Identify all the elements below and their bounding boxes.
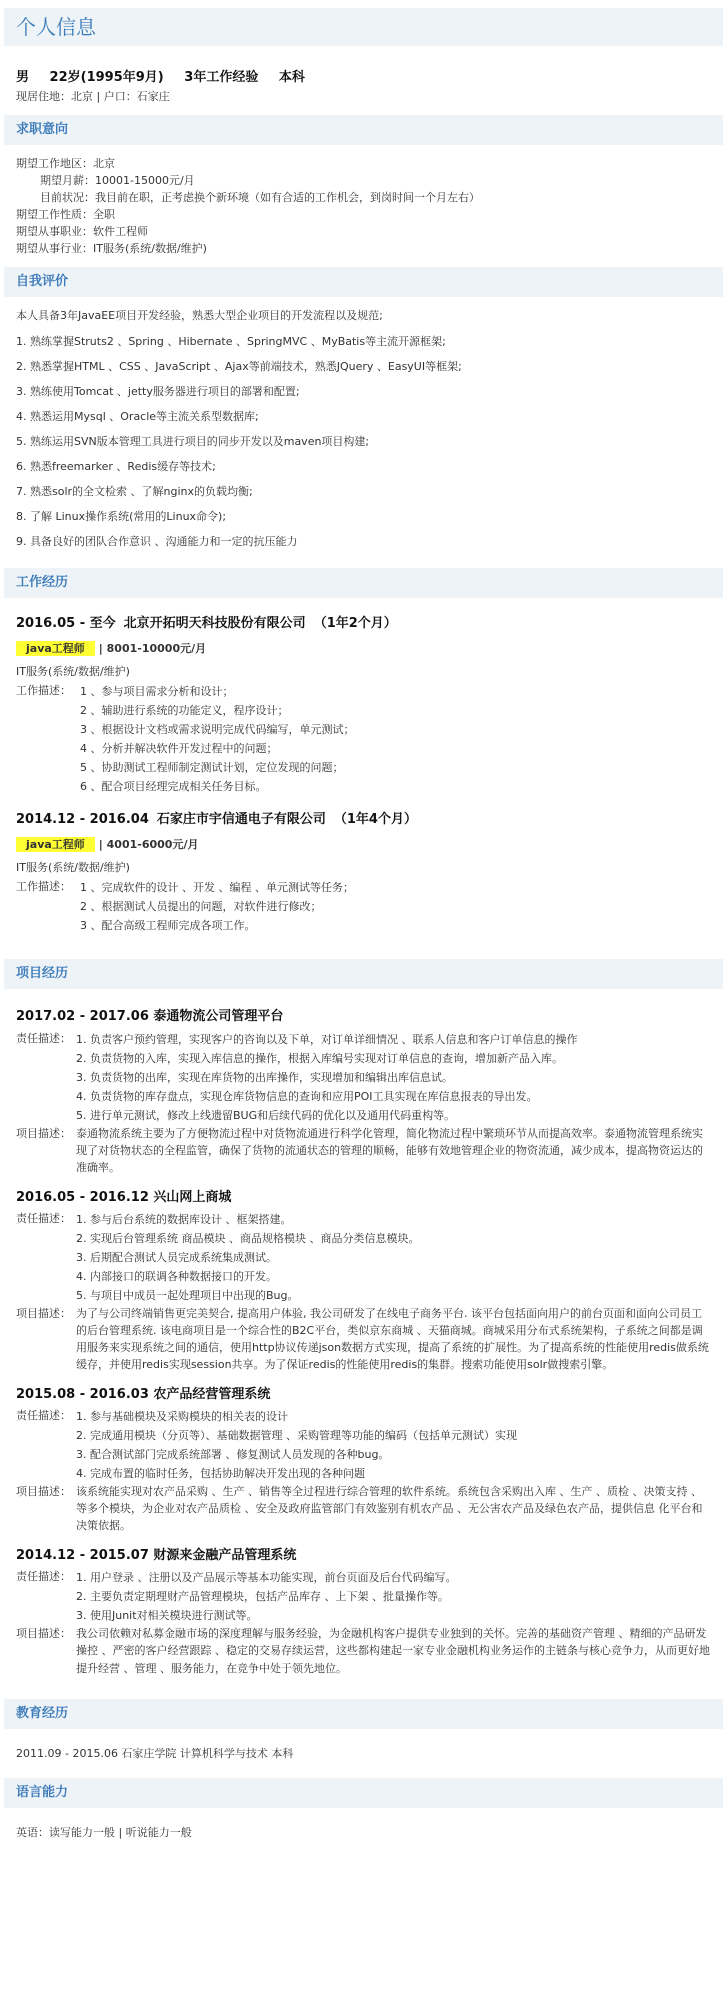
project-title: 2015.08 - 2016.03 农产品经营管理系统 xyxy=(16,1387,271,1403)
job-desc-list xyxy=(80,878,711,935)
self-eval-item: 5. 熟练运用SVN版本管理工具进行项目的同步开发以及maven项目构建; xyxy=(16,434,370,448)
self-eval-item: 4. 熟悉运用Mysql 、Oracle等主流关系型数据库; xyxy=(16,409,259,423)
language-heading: 语言能力 xyxy=(4,1778,723,1808)
job-desc-label: 工作描述： xyxy=(16,880,71,894)
self-eval-item: 2. 熟悉掌握HTML 、CSS 、JavaScript 、Ajax等前端技术，熟悉JQuery 、EasyUI等框架; xyxy=(16,359,462,373)
project-resp-item: 2. 主要负责定期理财产品管理模块，包括产品库存 、上下架 、批量操作等。 xyxy=(76,1590,449,1604)
self-eval-item: 8. 了解 Linux操作系统(常用的Linux命令); xyxy=(16,509,227,523)
project-resp-item: 2. 负责货物的入库，实现入库信息的操作，根据入库编号实现对订单信息的查询，增加新产品入库。 xyxy=(76,1051,563,1065)
self-eval-section xyxy=(0,297,727,567)
intent-row xyxy=(16,223,711,240)
intent-label: 期望月薪： xyxy=(40,174,95,188)
project-resp-item: 1. 参与后台系统的数据库设计 、框架搭建。 xyxy=(76,1212,292,1226)
basic-summary xyxy=(16,68,711,88)
intent-value: 全职 xyxy=(93,208,115,222)
work-heading: 工作经历 xyxy=(4,568,723,598)
self-eval-item: 1. 熟练掌握Struts2 、Spring 、Hibernate 、SpringMVC 、MyBatis等主流开源框架; xyxy=(16,334,446,348)
project-resp-item: 5. 与项目中成员一起处理项目中出现的Bug。 xyxy=(76,1288,299,1302)
project-entry xyxy=(16,1385,711,1534)
intent-value: 我目前在职，正考虑换个新环境（如有合适的工作机会，到岗时间一个月左右） xyxy=(95,191,480,205)
job-duration: （1年4个月） xyxy=(333,812,417,828)
project-desc-label: 项目描述： xyxy=(16,1627,71,1641)
education-section xyxy=(0,1729,727,1778)
job-desc-item: 1 、完成软件的设计 、开发 、编程 、单元测试等任务； xyxy=(80,881,354,895)
project-resp-item: 2. 实现后台管理系统 商品模块 、商品规格模块 、商品分类信息模块。 xyxy=(76,1231,420,1245)
project-resp-list xyxy=(76,1407,711,1483)
project-resp xyxy=(16,1568,711,1625)
project-resp-item: 4. 内部接口的联调各种数据接口的开发。 xyxy=(76,1269,277,1283)
project-desc-text: 该系统能实现对农产品采购 、生产 、销售等全过程进行综合管理的软件系统。系统包含采购出入库 、生产 、质检 、决策支持 、等多个模块，为企业对农产品质检 、安全及政府监管部门有效鉴别有机农产品 、无公害农产品及绿色农产品，提供信息 化平台和决策依据。 xyxy=(76,1485,703,1533)
salary: | 4001-6000元/月 xyxy=(98,838,199,852)
intent-heading: 求职意向 xyxy=(4,115,723,145)
basic-info xyxy=(0,46,727,115)
degree: 本科 xyxy=(278,70,305,85)
intent-row xyxy=(16,206,711,223)
job-title xyxy=(16,810,711,830)
job-desc-item: 2 、辅助进行系统的功能定义，程序设计； xyxy=(80,704,289,718)
project-resp-item: 4. 负责货物的库存盘点，实现仓库货物信息的查询和应用POI工具实现在库信息报表的导出发。 xyxy=(76,1089,538,1103)
language-line: 英语：读写能力一般 | 听说能力一般 xyxy=(16,1825,192,1839)
project-resp-label: 责任描述： xyxy=(16,1031,71,1045)
language-section xyxy=(0,1808,727,1857)
project-desc-text: 我公司依赖对私募金融市场的深度理解与服务经验，为金融机构客户提供专业独到的关怀。完善的基础资产管理 、精细的产品研发操控 、严密的客户经营跟踪 、稳定的交易存续运营，这些都构建起一家专业金融机构业务运作的主链条与核心竞争力，从而更好地提升经营 、管理 、服务能力，在竞争中处于领先地位。 xyxy=(76,1627,710,1675)
intent-value: 10001-15000元/月 xyxy=(95,174,195,188)
job-desc xyxy=(16,878,711,935)
self-eval-item: 本人具备3年JavaEE项目开发经验，熟悉大型企业项目的开发流程以及规范; xyxy=(16,309,383,323)
projects-section xyxy=(0,989,727,1698)
project-resp-item: 3. 配合测试部门完成系统部署 、修复测试人员发现的各种bug。 xyxy=(76,1448,390,1462)
job-entry xyxy=(16,810,711,935)
intent-value: IT服务(系统/数据/维护) xyxy=(93,242,207,256)
job-period: 2014.12 - 2016.04 xyxy=(16,812,149,828)
project-title: 2017.02 - 2017.06 泰通物流公司管理平台 xyxy=(16,1009,284,1025)
project-entry xyxy=(16,1546,711,1676)
project-resp-item: 1. 负责客户预约管理，实现客户的咨询以及下单，对订单详细情况 、联系人信息和客户订单信息的操作 xyxy=(76,1032,578,1046)
project-desc-text: 为了与公司终端销售更完美契合, 提高用户体验, 我公司研发了在线电子商务平台. 该平台包括面向用户的前台页面和面向公司员工的后台管理系统. 该电商项目是一个综合性的B2C平台，类似京东商城 、天猫商城。商城采用分布式系统架构，子系统之间都是调用服务来实现系统之间的通信，使用http协议传递json数据方式实现，提高了系统的扩展性。为了提高系统的性能使用redis做系统缓存，并使用redis实现session共享。为了保证redis的性能使用redis的集群。搜索功能使用solr做搜索引擎。 xyxy=(76,1306,709,1371)
job-desc-item: 1 、参与项目需求分析和设计； xyxy=(80,685,234,699)
experience: 3年工作经验 xyxy=(184,70,259,85)
job-desc-item: 3 、根据设计文档或需求说明完成代码编写，单元测试； xyxy=(80,723,355,737)
position-line xyxy=(16,640,711,657)
projects-heading: 项目经历 xyxy=(4,959,723,989)
project-resp xyxy=(16,1030,711,1125)
job-title xyxy=(16,614,711,634)
intent-section xyxy=(0,145,727,267)
intent-row xyxy=(16,189,711,206)
self-eval-item: 7. 熟悉solr的全文检索 、了解nginx的负载均衡; xyxy=(16,484,253,498)
intent-value: 软件工程师 xyxy=(93,225,148,239)
project-resp-label: 责任描述： xyxy=(16,1570,71,1584)
job-desc-list xyxy=(80,682,711,796)
intent-label: 期望工作地区： xyxy=(16,157,93,171)
self-eval-item: 9. 具备良好的团队合作意识 、沟通能力和一定的抗压能力 xyxy=(16,534,298,548)
project-resp-item: 1. 用户登录 、注册以及产品展示等基本功能实现，前台页面及后台代码编写。 xyxy=(76,1571,457,1585)
project-resp-label: 责任描述： xyxy=(16,1409,71,1423)
intent-label: 目前状况： xyxy=(40,191,95,205)
project-resp xyxy=(16,1210,711,1305)
project-desc xyxy=(16,1625,711,1676)
age: 22岁(1995年9月) xyxy=(49,70,164,85)
project-entry xyxy=(16,1007,711,1175)
project-entry xyxy=(16,1188,711,1373)
project-desc-label: 项目描述： xyxy=(16,1306,71,1320)
job-duration: （1年2个月） xyxy=(313,615,397,631)
project-resp-item: 2. 完成通用模块（分页等）、基础数据管理 、采购管理等功能的编码（包括单元测试）实现 xyxy=(76,1429,517,1443)
project-title: 2014.12 - 2015.07 财源来金融产品管理系统 xyxy=(16,1548,297,1564)
job-desc-item: 6 、配合项目经理完成相关任务目标。 xyxy=(80,780,267,794)
intent-label: 期望工作性质： xyxy=(16,208,93,222)
project-resp-item: 1. 参与基础模块及采购模块的相关表的设计 xyxy=(76,1410,288,1424)
project-desc-label: 项目描述： xyxy=(16,1485,71,1499)
job-period: 2016.05 - 至今 xyxy=(16,615,116,631)
position-tag: java工程师 xyxy=(16,641,95,656)
residence: 现居住地：北京 | 户口：石家庄 xyxy=(16,90,170,104)
gender: 男 xyxy=(16,70,30,85)
job-desc-item: 5 、协助测试工程师制定测试计划，定位发现的问题； xyxy=(80,761,344,775)
job-entry xyxy=(16,614,711,796)
position-tag: java工程师 xyxy=(16,837,95,852)
project-resp-label: 责任描述： xyxy=(16,1211,71,1225)
project-resp-item: 3. 后期配合测试人员完成系统集成测试。 xyxy=(76,1250,277,1264)
self-eval-item: 6. 熟悉freemarker 、Redis缓存等技术; xyxy=(16,459,216,473)
project-resp-list xyxy=(76,1210,711,1305)
intent-value: 北京 xyxy=(93,157,115,171)
intent-row xyxy=(16,172,711,189)
job-desc xyxy=(16,682,711,796)
salary: | 8001-10000元/月 xyxy=(98,642,207,656)
project-resp-list xyxy=(76,1030,711,1125)
intent-label: 期望从事行业： xyxy=(16,242,93,256)
project-resp-item: 4. 完成布置的临时任务，包括协助解决开发出现的各种问题 xyxy=(76,1467,365,1481)
project-resp xyxy=(16,1407,711,1483)
self-eval-heading: 自我评价 xyxy=(4,267,723,297)
project-desc-text: 泰通物流系统主要为了方便物流过程中对货物流通进行科学化管理，简化物流过程中繁琐环节从而提高效率。泰通物流管理系统实现了对货物状态的全程监管，确保了货物的流通状态的管理的顺畅，能够有效地管理企业的物资流通，减少成本，提高物资运达的准确率。 xyxy=(76,1126,703,1174)
position-line xyxy=(16,836,711,853)
project-desc xyxy=(16,1305,711,1373)
page-title: 个人信息 xyxy=(4,8,723,46)
job-desc-item: 2 、根据测试人员提出的问题，对软件进行修改； xyxy=(80,900,322,914)
education-heading: 教育经历 xyxy=(4,1699,723,1729)
project-resp-item: 3. 使用Junit对相关模块进行测试等。 xyxy=(76,1609,258,1623)
project-desc xyxy=(16,1125,711,1176)
self-eval-item: 3. 熟练使用Tomcat 、jetty服务器进行项目的部署和配置; xyxy=(16,384,300,398)
project-resp-item: 5. 进行单元测试，修改上线遗留BUG和后续代码的优化以及通用代码重构等。 xyxy=(76,1108,456,1122)
intent-label: 期望从事职业： xyxy=(16,225,93,239)
job-industry: IT服务(系统/数据/维护) xyxy=(16,665,130,679)
job-desc-label: 工作描述： xyxy=(16,684,71,698)
project-title: 2016.05 - 2016.12 兴山网上商城 xyxy=(16,1189,232,1205)
education-line: 2011.09 - 2015.06 石家庄学院 计算机科学与技术 本科 xyxy=(16,1746,294,1760)
work-section xyxy=(0,598,727,959)
job-industry: IT服务(系统/数据/维护) xyxy=(16,861,130,875)
job-desc-item: 4 、分析并解决软件开发过程中的问题； xyxy=(80,742,278,756)
job-company: 北京开拓明天科技股份有限公司 xyxy=(123,615,306,631)
project-desc xyxy=(16,1483,711,1534)
intent-row xyxy=(16,240,711,257)
intent-row xyxy=(16,155,711,172)
job-company: 石家庄市宇信通电子有限公司 xyxy=(156,812,326,828)
job-desc-item: 3 、配合高级工程师完成各项工作。 xyxy=(80,919,256,933)
project-resp-list xyxy=(76,1568,711,1625)
resume-page xyxy=(0,8,727,1867)
project-desc-label: 项目描述： xyxy=(16,1126,71,1140)
project-resp-item: 3. 负责货物的出库，实现在库货物的出库操作，实现增加和编辑出库信息试。 xyxy=(76,1070,453,1084)
